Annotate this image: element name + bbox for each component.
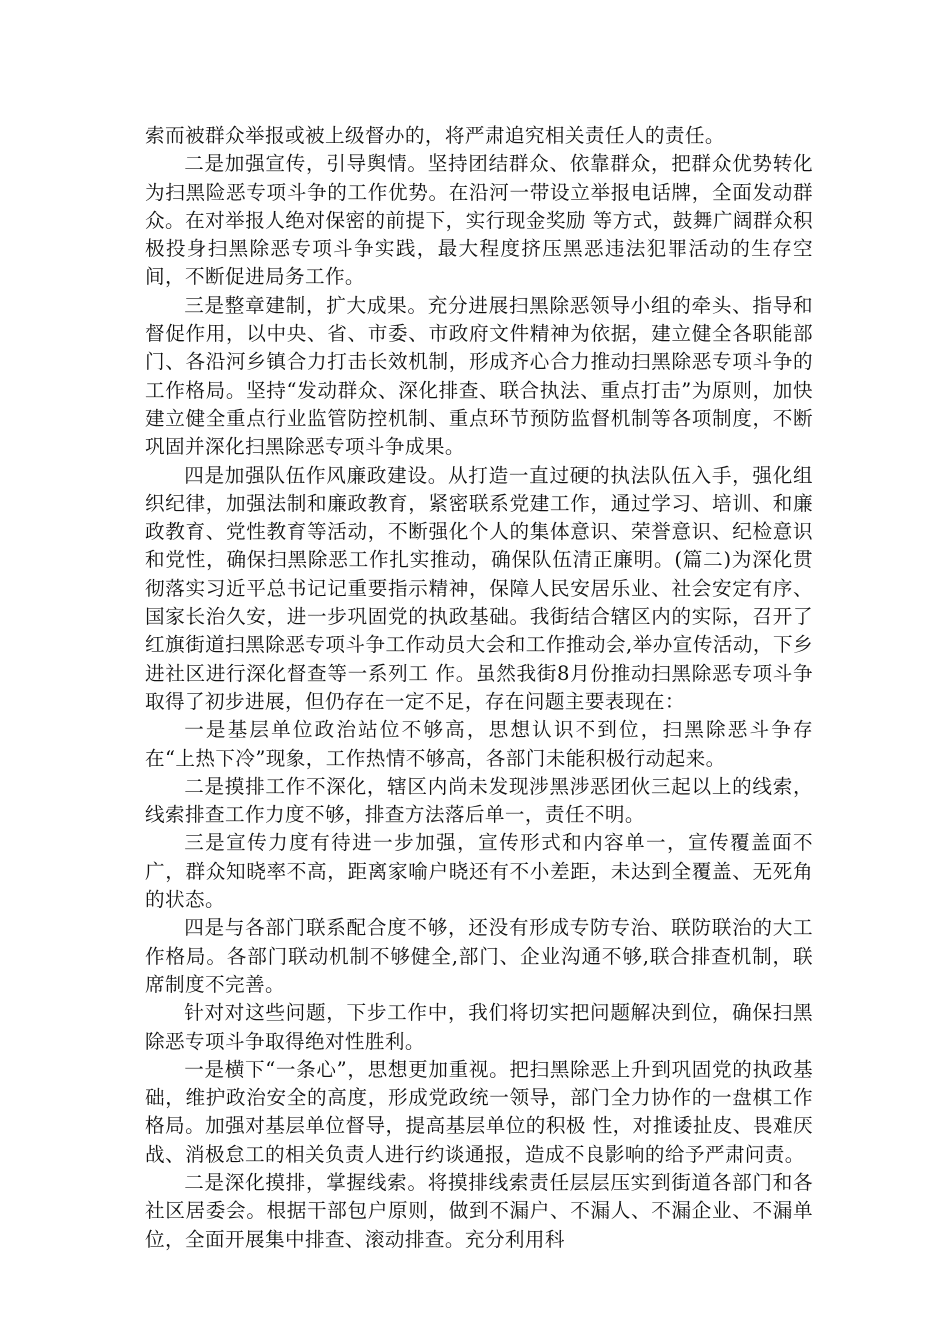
document-page bbox=[145, 122, 813, 1254]
paragraph-7: 三是宣传力度有待进一步加强，宣传形式和内容单一，宣传覆盖面不广，群众知晓率不高，距离家喻户晓还有不小差距，未达到全覆盖、无死角的状态。 bbox=[145, 831, 813, 912]
paragraph-6: 二是摸排工作不深化，辖区内尚未发现涉黑涉恶团伙三起以上的线索，线索排查工作力度不够，排查方法落后单一，责任不明。 bbox=[145, 774, 813, 827]
paragraph-2: 二是加强宣传，引导舆情。坚持团结群众、依靠群众，把群众优势转化为扫黑险恶专项斗争的工作优势。在沿河一带设立举报电话牌，全面发动群众。在对举报人绝对保密的前提下，实行现金奖励 等方式，鼓舞广阔群众积极投身扫黑除恶专项斗争实践，最大程度挤压黑恶违法犯罪活动的生存空间，不断促进局务工作。 bbox=[145, 152, 813, 289]
paragraph-1: 索而被群众举报或被上级督办的，将严肃追究相关责任人的责任。 bbox=[145, 124, 725, 147]
paragraph-8: 四是与各部门联系配合度不够，还没有形成专防专治、联防联治的大工作格局。各部门联动机制不够健全,部门、企业沟通不够,联合排查机制，联席制度不完善。 bbox=[145, 916, 813, 996]
paragraph-9: 针对对这些问题，下步工作中，我们将切实把问题解决到位，确保扫黑除恶专项斗争取得绝对性胜利。 bbox=[145, 1001, 813, 1053]
paragraph-5: 一是基层单位政治站位不够高，思想认识不到位，扫黑除恶斗争存在“上热下冷”现象，工作热情不够高，各部门未能积极行动起来。 bbox=[145, 718, 813, 770]
paragraph-11: 二是深化摸排，掌握线索。将摸排线索责任层层压实到街道各部门和各社区居委会。根据干部包户原则，做到不漏户、不漏人、不漏企业、不漏单位，全面开展集中排查、滚动排查。充分利用科 bbox=[145, 1170, 813, 1251]
paragraph-4: 四是加强队伍作风廉政建设。从打造一直过硬的执法队伍入手，强化组织纪律，加强法制和廉政教育，紧密联系党建工作，通过学习、培训、和廉政教育、党性教育等活动，不断强化个人的集体意识、荣誉意识、纪检意识和党性，确保扫黑除恶工作扎实推动，确保队伍清正廉明。(篇二)为深化贯彻落实习近平总书记记重要指示精神，保障人民安居乐业、社会安定有序、国家长治久安，进一步巩固党的执政基础。我街结合辖区内的实际，召开了红旗街道扫黑除恶专项斗争工作动员大会和工作推动会,举办宣传活动，下乡进社区进行深化督查等一系列工 作。虽然我街8月份推动扫黑除恶专项斗争取得了初步进展，但仍存在一定不足，存在问题主要表现在： bbox=[145, 463, 813, 713]
paragraph-10: 一是横下“一条心”，思想更加重视。把扫黑除恶上升到巩固党的执政基础，维护政治安全的高度，形成党政统一领导，部门全力协作的一盘棋工作格局。加强对基层单位督导，提高基层单位的积极 性，对推诿扯皮、畏难厌战、消极怠工的相关负责人进行约谈通报，造成不良影响的给予严肃问责。 bbox=[145, 1057, 813, 1166]
paragraph-3: 三是整章建制，扩大成果。充分进展扫黑除恶领导小组的牵头、指导和督促作用，以中央、省、市委、市政府文件精神为依据，建立健全各职能部门、各沿河乡镇合力打击长效机制，形成齐心合力推动扫黑除恶专项斗争的工作格局。坚持“发动群众、深化排查、联合执法、重点打击”为原则，加快建立健全重点行业监管防控机制、重点环节预防监督机制等各项制度，不断巩固并深化扫黑除恶专项斗争成果。 bbox=[145, 293, 813, 459]
